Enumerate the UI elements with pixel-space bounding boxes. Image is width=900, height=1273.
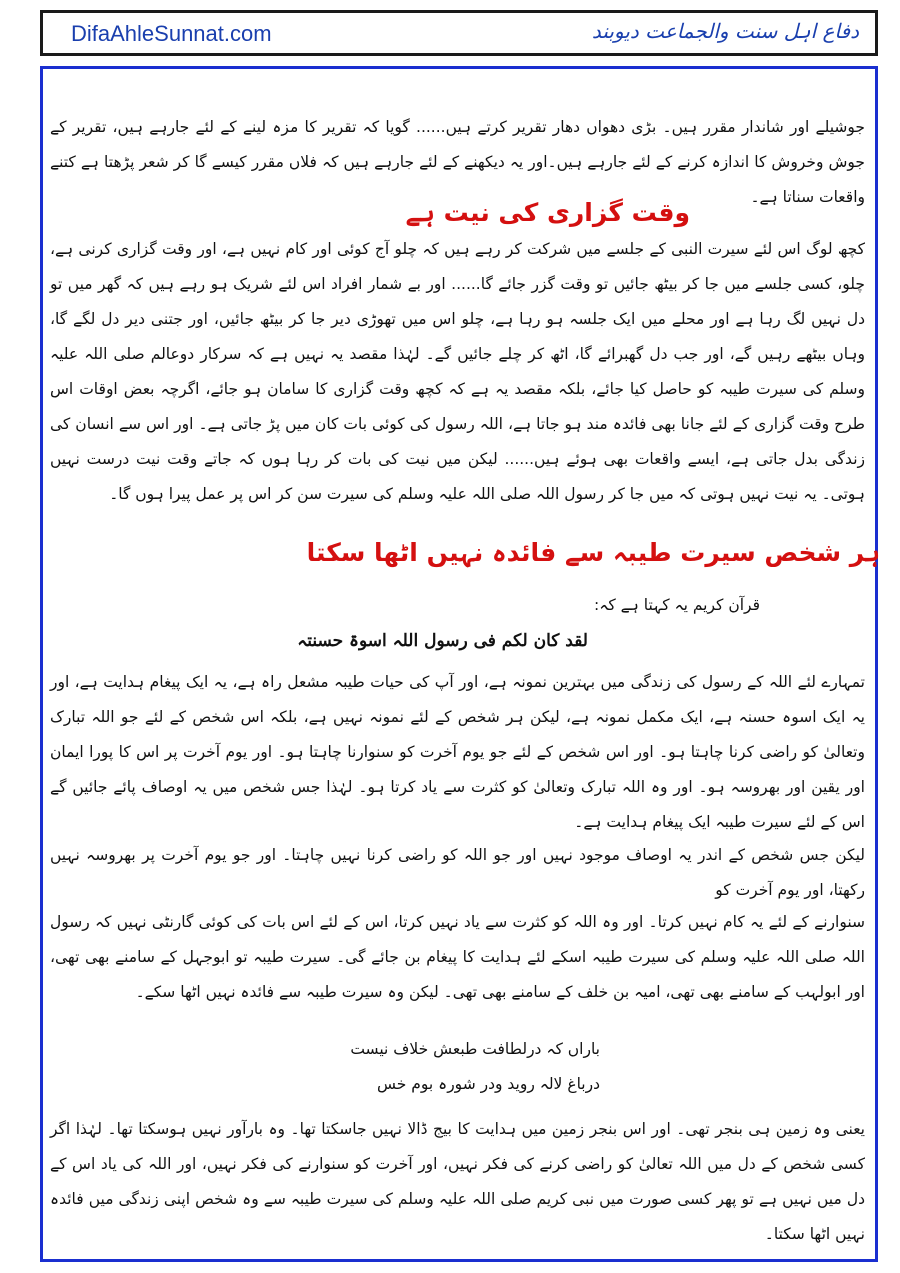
quran-intro: قرآن کریم یہ کہتا ہے کہ: bbox=[594, 596, 760, 614]
intro-paragraph: جوشیلے اور شاندار مقرر ہیں۔ بڑی دھواں دھار تقریر کرتے ہیں...... گویا کہ تقریر کا مزہ لینے کے لئے جارہے ہیں، تقریر کے جوش وخروش کا اندازہ کرنے کے لئے جارہے ہیں۔اور یہ دیکھنے کے لئے جارہے ہیں کہ فلاں مقرر کیسے گا کر شعر پڑھتا ہے کتنے واقعات سناتا ہے۔ bbox=[50, 118, 865, 206]
poem-line-1: باراں کہ درلطافت طبعش خلاف نیست bbox=[350, 1040, 600, 1058]
section2-paragraph-3: سنوارنے کے لئے یہ کام نہیں کرتا۔ اور وہ اللہ کو کثرت سے یاد نہیں کرتا، اس کے لئے اس بات کی کوئی گارنٹی نہیں کہ رسول اللہ صلی اللہ علیہ وسلم کی سیرت طیبہ اسکے لئے ہدایت کا پیغام بن جائے گی۔ سیرت طیبہ تو ابوجہل کے سامنے بھی تھی، اور ابولہب کے سامنے بھی تھی، امیہ بن خلف کے سامنے بھی تھی۔ لیکن وہ سیرت طیبہ سے فائدہ نہیں اٹھا سکے۔ bbox=[50, 913, 865, 1001]
poem-line-2: درباغ لالہ روید ودر شورہ بوم خس bbox=[377, 1075, 600, 1093]
header-bar bbox=[40, 10, 878, 56]
site-title: دفاع اہل سنت والجماعت دیوبند bbox=[591, 19, 859, 43]
site-url[interactable]: DifaAhleSunnat.com bbox=[71, 21, 272, 46]
section2-paragraph-1: تمہارے لئے اللہ کے رسول کی زندگی میں بہترین نمونہ ہے، اور آپ کی حیات طیبہ مشعل راہ ہے، یہ ایک پیغام ہدایت ہے، اور یہ ایک اسوہ حسنہ ہے، ایک مکمل نمونہ ہے، لیکن ہر شخص کے لئے نمونہ نہیں ہے، بلکہ اس شخص کے لئے جو اللہ تبارک وتعالیٰ کو راضی کرنا چاہتا ہو۔ اور اس شخص کے لئے جو یوم آخرت کو سنوارنا چاہتا ہو۔ اور یوم آخرت پر اس کا پورا ایمان اور یقین اور بھروسہ ہو۔ اور وہ اللہ تبارک وتعالیٰ کو کثرت سے یاد کرتا ہو۔ لہٰذا جس شخص میں یہ اوصاف پائے جائیں گے اس کے لئے سیرت طیبہ ایک پیغام ہدایت ہے۔ bbox=[50, 673, 865, 831]
section-heading-time-passing: وقت گزاری کی نیت ہے bbox=[405, 198, 690, 227]
section-heading-seerat: ہر شخص سیرت طیبہ سے فائدہ نہیں اٹھا سکتا bbox=[306, 538, 880, 567]
quranic-ayah: لقد کان لکم فی رسول اللہ اسوۃ حسنتہ bbox=[297, 631, 588, 651]
section2-paragraph-2: لیکن جس شخص کے اندر یہ اوصاف موجود نہیں اور جو اللہ کو راضی کرنا نہیں چاہتا۔ اور جو یوم آخرت پر بھروسہ نہیں رکھتا، اور یوم آخرت کو bbox=[50, 846, 865, 899]
section1-paragraph: کچھ لوگ اس لئے سیرت النبی کے جلسے میں شرکت کر رہے ہیں کہ چلو آج کوئی اور کام نہیں ہے، اور وقت گزاری کرنی ہے، چلو، کسی جلسے میں جا کر بیٹھ جائیں تو وقت گزر جائے گا...... اور بے شمار افراد اس لئے شریک ہو رہے ہیں کہ گھر میں تو دل نہیں لگ رہا ہے اور محلے میں ایک جلسہ ہو رہا ہے، چلو اس میں تھوڑی دیر جا کر بیٹھ جائیں، اور جتنی دیر دل لگے گا، وہاں بیٹھے رہیں گے، اور جب دل گھبرائے گا، اٹھ کر چلے جائیں گے۔ لہٰذا مقصد یہ نہیں ہے کہ سرکار دوعالم صلی اللہ علیہ وسلم کی سیرت طیبہ کو حاصل کیا جائے، بلکہ مقصد یہ ہے کہ کچھ وقت گزاری کا سامان ہو جائے، اگرچہ بعض اوقات اس طرح وقت گزاری کے لئے جانا بھی فائدہ مند ہو جاتا ہے، اللہ رسول کی کوئی بات کان میں پڑ جاتی ہے۔ اور اس سے انسان کی زندگی بدل جاتی ہے، ایسے واقعات بھی ہوئے ہیں...... لیکن میں نیت کی بات کر رہا ہوں کہ جاتے وقت نیت درست نہیں ہوتی۔ یہ نیت نہیں ہوتی کہ میں جا کر رسول اللہ صلی اللہ علیہ وسلم کی سیرت سن کر اس پر عمل پیرا ہوں گا۔ bbox=[50, 240, 865, 503]
section2-paragraph-4: یعنی وہ زمین ہی بنجر تھی۔ اور اس بنجر زمین میں ہدایت کا بیج ڈالا نہیں جاسکتا تھا۔ وہ بارآور نہیں ہوسکتا تھا۔ لہٰذا اگر کسی شخص کے دل میں اللہ تعالیٰ کو راضی کرنے کی فکر نہیں، اور آخرت کو سنوارنے کی فکر نہیں، اور اللہ کی یاد اس کے دل میں نہیں ہے تو پھر کسی صورت میں نبی کریم صلی اللہ علیہ وسلم کی سیرت طیبہ سے وہ شخص اپنی زندگی میں فائدہ نہیں اٹھا سکتا۔ bbox=[50, 1120, 865, 1243]
